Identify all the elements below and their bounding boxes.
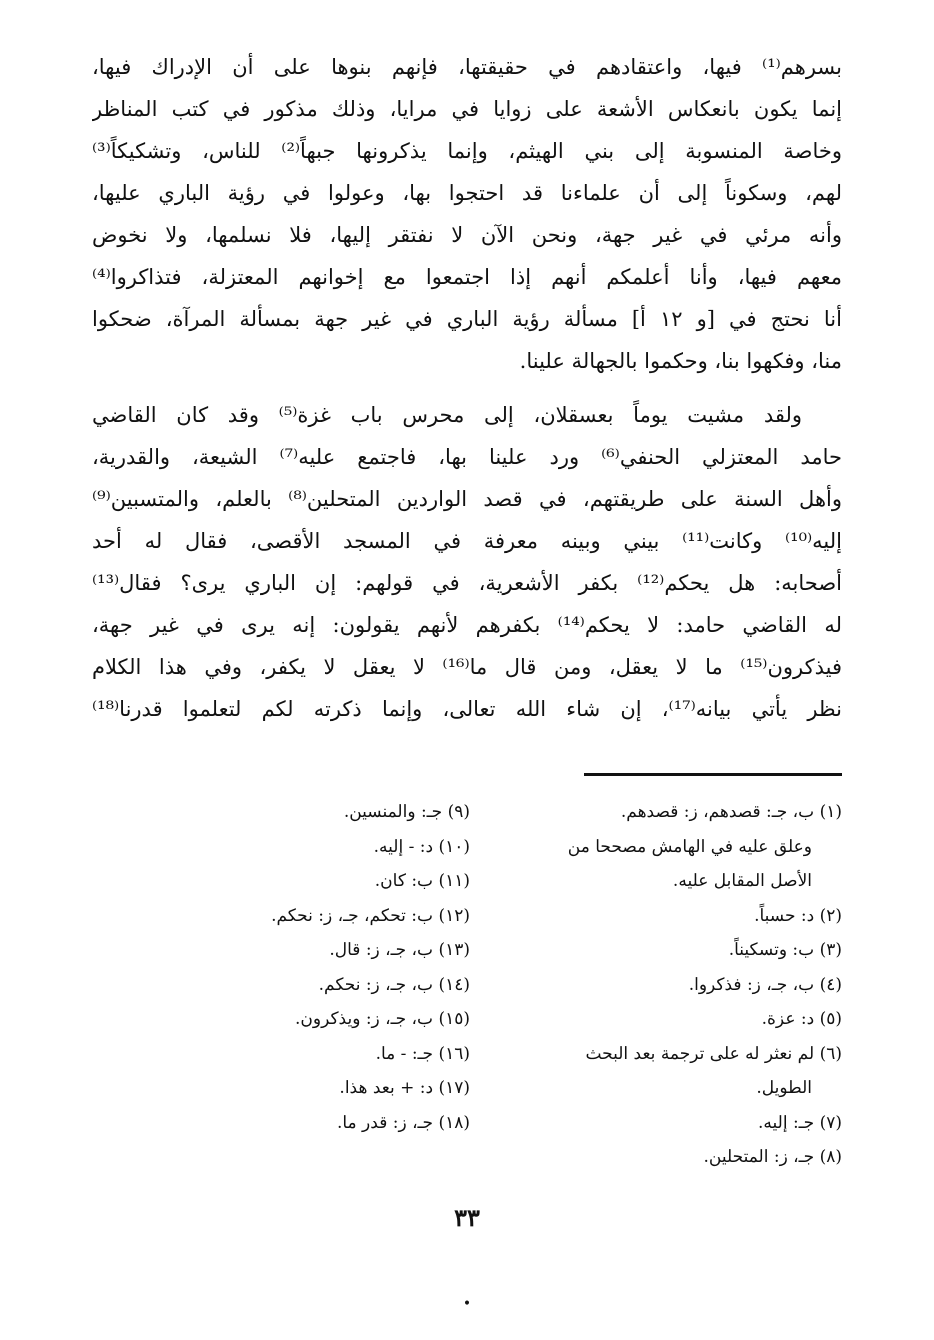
footnote [150, 933, 470, 968]
footnote-number: (٦) [819, 1043, 842, 1064]
footnote [150, 1106, 470, 1141]
footnote-text: ب، جـ: قصدهم، ز: قصدهم. [620, 802, 815, 822]
footnote-text: جـ: والمنسين. [343, 802, 443, 822]
footnote-number: (٨) [819, 1147, 842, 1167]
footnote-number: (١٥) [438, 1009, 470, 1029]
footnotes-left-column [150, 795, 470, 1140]
footnote-text: جـ: - ما. [375, 1043, 434, 1064]
footnote-text: جـ، ز: قدر ما. [336, 1112, 434, 1133]
footnote [512, 933, 842, 968]
text-line: وخاصة المنسوبة إلى بني الهيثم، وإنما يذكرونها جبهاً⁽²⁾ للناس، وتشكيكاً⁽³⁾ [92, 139, 842, 163]
footnote-text: ب، جـ، ز: قال. [329, 940, 434, 960]
footnote [150, 899, 470, 934]
footnote [512, 795, 842, 830]
footnote [150, 1002, 470, 1037]
footnote-text: د: حسباً. [754, 905, 815, 926]
footnote-number: (٢) [819, 905, 842, 926]
text-line: بسرهم⁽¹⁾ فيها، واعتقادهم في حقيقتها، فإنهم بنوها على أن الإدراك فيها، [92, 55, 842, 79]
footnote-number: (١٤) [438, 974, 470, 995]
footnote-text: ب: تحكم، جـ، ز: نحكم. [271, 905, 434, 926]
footnote-number: (٤) [819, 974, 842, 995]
main-text [92, 46, 842, 730]
footnote-text: ب: كان. [374, 871, 434, 891]
footnote-text: د: - إليه. [373, 836, 434, 857]
footnotes-right-column [512, 795, 842, 1175]
footnote-number: (١٦) [438, 1043, 470, 1064]
footnote-number: (١٨) [438, 1112, 470, 1133]
footnote [512, 899, 842, 934]
footnote-text: ب: وتسكيناً. [728, 940, 815, 960]
footnote [512, 968, 842, 1003]
footnote-text: ب، جـ، ز: نحكم. [318, 974, 434, 995]
footnote [512, 1106, 842, 1141]
footnote-text: ب، جـ، ز: فذكروا. [688, 974, 815, 995]
text-line: منا، وفكهوا بنا، وحكموا بالجهالة علينا. [519, 349, 842, 373]
text-line: ولقد مشيت يوماً بعسقلان، إلى محرس باب غزة⁽⁵⁾ وقد كان القاضي [92, 403, 803, 427]
paragraph-gap [92, 382, 842, 394]
footnote-divider [584, 773, 842, 776]
footnote-continuation: وعلق عليه في الهامش مصححا من [567, 836, 812, 857]
text-line: أنا نحتج في [و ١٢ أ] مسألة رؤية الباري في غير جهة بمسألة المرآة، ضحكوا [92, 307, 842, 331]
footnote-text: ب، جـ، ز: ويذكرون. [294, 1009, 434, 1029]
footnote-number: (٥) [819, 1009, 842, 1029]
text-line: معهم فيها، وأنا أعلمكم أنهم إذا اجتمعوا مع إخوانهم المعتزلة، فتذاكروا⁽⁴⁾ [92, 265, 842, 289]
footnote-text: لم نعثر له على ترجمة بعد البحث [585, 1043, 815, 1064]
footnote [150, 795, 470, 830]
footnote-text: جـ: إليه. [758, 1112, 815, 1133]
footnote [150, 1037, 470, 1072]
footnote [150, 968, 470, 1003]
footnote [150, 864, 470, 899]
text-line: فيذكرون⁽¹⁵⁾ ما لا يعقل، ومن قال ما⁽¹⁶⁾ لا يعقل لا يكفر، وفي هذا الكلام [92, 655, 842, 679]
text-line: أصحابه: هل يحكم⁽¹²⁾ بكفر الأشعرية، في قولهم: إن الباري يرى؟ فقال⁽¹³⁾ [92, 571, 842, 595]
text-line: وأهل السنة على طريقتهم، في قصد الواردين المتحلين⁽⁸⁾ بالعلم، والمتسبين⁽⁹⁾ [92, 487, 842, 511]
text-line: وأنه مرئي في غير جهة، ونحن الآن لا نفتقر إليها، فلا نسلمها، ولا نخوض [92, 223, 842, 247]
text-line: لهم، وسكوناً إلى أن علماءنا قد احتجوا بها، وعولوا في رؤية الباري عليها، [92, 181, 842, 205]
footnote [512, 1002, 842, 1037]
footnote-number: (١١) [438, 871, 470, 891]
footnote-number: (١) [819, 802, 842, 822]
text-line: حامد المعتزلي الحنفي⁽⁶⁾ ورد علينا بها، فاجتمع عليه⁽⁷⁾ الشيعة، والقدرية، [92, 445, 842, 469]
footnote-continuation: الأصل المقابل عليه. [672, 871, 812, 891]
footnote-number: (١٧) [438, 1078, 470, 1098]
footnote-number: (٩) [447, 802, 470, 822]
footnote-continuation: الطويل. [756, 1078, 812, 1098]
footnote-text: د: عزة. [761, 1009, 815, 1029]
page-number: ٣٣ [454, 1203, 480, 1232]
footnote [150, 1071, 470, 1106]
footnote-number: (٧) [819, 1112, 842, 1133]
text-line: إليه⁽¹⁰⁾ وكانت⁽¹¹⁾ بيني وبينه معرفة في المسجد الأقصى، فقال له أحد [92, 529, 842, 553]
footnote [150, 830, 470, 865]
footnote-number: (١٣) [438, 940, 470, 960]
footnote-number: (١٢) [438, 905, 470, 926]
bottom-dot-mark: • [462, 1296, 472, 1312]
footnote-text: جـ، ز: المتحلين. [703, 1147, 815, 1167]
text-line: نظر يأتي بيانه⁽¹⁷⁾، إن شاء الله تعالى، وإنما ذكرته لكم لتعلموا قدرنا⁽¹⁸⁾ [92, 697, 842, 721]
footnote [512, 1037, 842, 1072]
footnote-number: (١٠) [438, 836, 470, 857]
text-line: إنما يكون بانعكاس الأشعة على زوايا في مرايا، وذلك مذكور في كتب المناظر [92, 97, 842, 121]
text-line: له القاضي حامد: لا يحكم⁽¹⁴⁾ بكفرهم لأنهم يقولون: إنه يرى في غير جهة، [92, 613, 842, 637]
footnote-text: د: + بعد هذا. [339, 1078, 434, 1098]
footnote [512, 1140, 842, 1175]
footnote-number: (٣) [819, 940, 842, 960]
